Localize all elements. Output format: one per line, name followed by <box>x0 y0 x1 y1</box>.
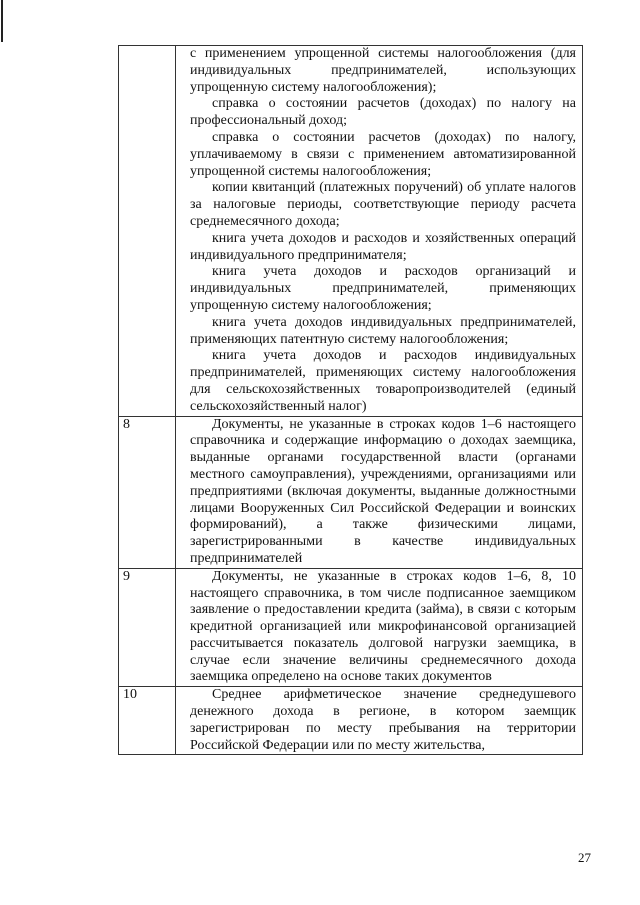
reference-table <box>118 45 583 755</box>
row-content <box>176 416 583 568</box>
paragraph: справка о состоянии расчетов (доходах) по налогу на профессиональный доход; <box>190 96 576 129</box>
row-code: 10 <box>119 687 176 755</box>
paragraph: Документы, не указанные в строках кодов 1–6, 8, 10 настоящего справочника, в том числе подписанное заемщиком заявление о предоставлении кредита (займа), в связи с которым кредитной организацией или микрофинансовой организацией рассчитывается показатель долговой нагрузки заемщика, в случае если значение величины среднемесячного дохода заемщика определено на основе таких документов <box>190 568 576 685</box>
table-row <box>119 416 583 568</box>
row-code: 9 <box>119 568 176 687</box>
row-content <box>176 46 583 417</box>
paragraph: книга учета доходов и расходов и хозяйственных операций индивидуального предпринимателя; <box>190 230 576 263</box>
paragraph: справка о состоянии расчетов (доходах) по налогу, уплачиваемому в связи с применением автоматизированной упрощенной системы налогообложения; <box>190 129 576 179</box>
table-row <box>119 46 583 417</box>
margin-mark <box>1 0 3 42</box>
paragraph: Документы, не указанные в строках кодов 1–6 настоящего справочника и содержащие информацию о доходах заемщика, выданные органами государственной власти (органами местного самоуправления), учреждениями, организациями или предприятиями (включая документы, выданные должностными лицами Вооруженных Сил Российской Федерации и воинских формирований), а также физическими лицами, зарегистрированными в качестве индивидуальных предпринимателей <box>190 416 576 566</box>
table-row <box>119 568 583 687</box>
row-code <box>119 46 176 417</box>
paragraph: книга учета доходов индивидуальных предпринимателей, применяющих патентную систему налогообложения; <box>190 314 576 347</box>
paragraph: копии квитанций (платежных поручений) об уплате налогов за налоговые периоды, соответствующие периоду расчета среднемесячного дохода; <box>190 180 576 229</box>
row-content <box>176 568 583 687</box>
table-row <box>119 687 583 755</box>
page-number: 27 <box>578 850 591 865</box>
paragraph: книга учета доходов и расходов организаций и индивидуальных предпринимателей, применяющих упрощенную систему налогообложения; <box>190 264 576 313</box>
paragraph: книга учета доходов и расходов индивидуальных предпринимателей, применяющих систему налогообложения для сельскохозяйственных товаропроизводителей (единый сельскохозяйственный налог) <box>190 348 576 414</box>
row-code: 8 <box>119 416 176 568</box>
table-body <box>119 46 583 755</box>
paragraph: с применением упрощенной системы налогообложения (для индивидуальных предпринимателей, использующих упрощенную систему налогообложения); <box>190 46 576 95</box>
row-content <box>176 687 583 755</box>
paragraph: Среднее арифметическое значение среднедушевого денежного дохода в регионе, в котором заемщик зарегистрирован по месту пребывания на территории Российской Федерации или по месту жительства, <box>190 687 576 753</box>
